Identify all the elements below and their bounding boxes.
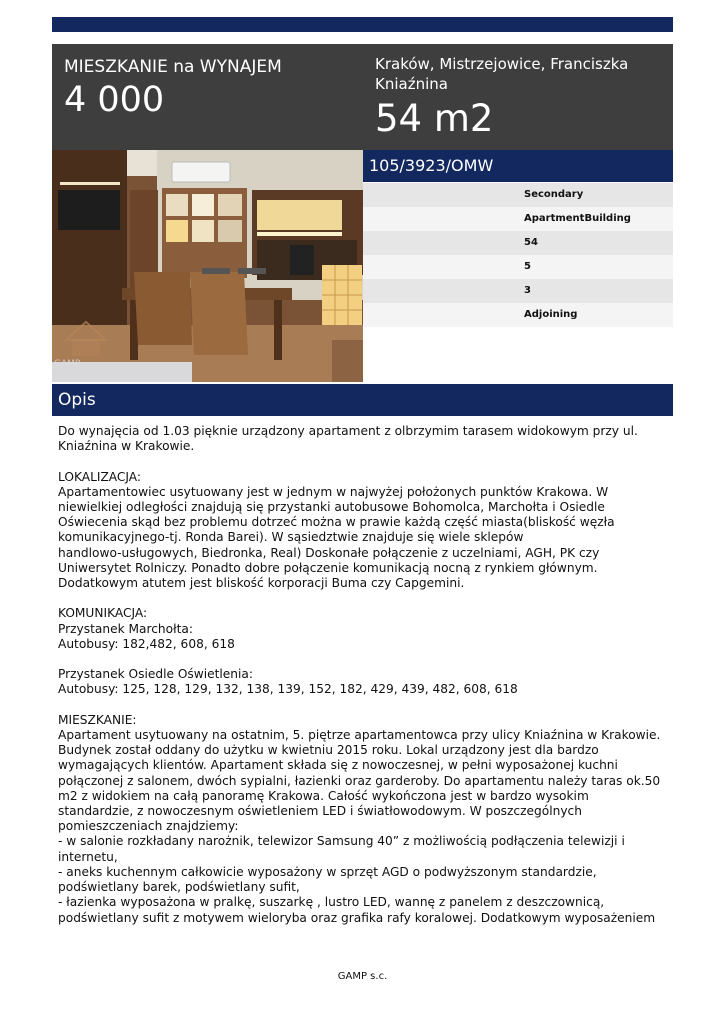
header-left — [64, 56, 282, 120]
description-heading: Opis — [52, 384, 673, 416]
photo-watermark: GAMP — [54, 359, 81, 369]
area: 54 m2 — [375, 97, 494, 140]
description-text: Do wynajęcia od 1.03 pięknie urządzony apartament z olbrzymim tarasem widokowym przy ul. Kniaźnina w Krakowie. LOKALIZACJA: Apartamentowiec usytuowany jest w jednym w najwyżej położonych punktów Krakowa. W niewielkiej odległości znajdują się przystanki autobusowe Bohomolca, Marchołta i Osiedle Oświecenia skąd bez problemu dotrzeć można w prawie każdą część miasta(bliskość węzła komunikacyjnego-tj. Ronda Barei). W sąsiedztwie znajduje się wiele sklepów handlowo-usługowych, Biedronka, Real) Doskonałe połączenie z uczelniami, AGH, PK czy Uniwersytet Rolniczy. Ponadto dobre połączenie komunikacją nocną z rynkiem głównym. Dodatkowym atutem jest bliskość korporacji Buma czy Capgemini. KOMUNIKACJA: Przystanek Marchołta: Autobusy: 182,482, 608, 618 Przystanek Osiedle Oświetlenia: Autobusy: 125, 128, 129, 132, 138, 139, 152, 182, 429, 439, 482, 608, 618 MIESZKANIE: Apartament usytuowany na ostatnim, 5. piętrze apartamentowca przy ulicy Kniaźnina w Krakowie. Budynek został oddany do użytku w kwietniu 2015 roku. Lokal urządzony jest dla bardzo wymagających klientów. Apartament składa się z nowoczesnej, w pełni wyposażonej kuchni połączonej z salonem, dwóch sypialni, łazienki oraz garderoby. Do apartamentu należy taras ok.50 m2 z widokiem na całą panoramę Krakowa. Całość wykończona jest w bardzo wysokim standardzie, z nowoczesnym oświetleniem LED i światłowodowym. W poszczególnych pomieszczeniach znajdziemy: - w salonie rozkładany narożnik, telewizor Samsung 40” z możliwością podłączenia telewizji i internetu, - aneks kuchennym całkowicie wyposażony w sprzęt AGD o podwyższonym standardzie, podświetlany barek, podświetlany sufit, - łazienka wyposażona w pralkę, suszarkę , lustro LED, wannę z panelem z deszczownicą, podświetlany sufit z motywem wieloryba oraz grafika rafy koralowej. Dodatkowym wyposażeniem — [58, 424, 661, 925]
param-row: 5 — [363, 255, 673, 279]
param-row: ApartmentBuilding — [363, 207, 673, 231]
offer-type: MIESZKANIE na WYNAJEM — [64, 57, 282, 77]
param-row: 3 — [363, 279, 673, 303]
param-row: Secondary — [363, 183, 673, 207]
address: Kraków, Mistrzejowice, Franciszka Kniaźnina — [375, 55, 629, 93]
top-accent-bar — [52, 17, 673, 32]
listing-header — [52, 44, 673, 150]
reference-number: 105/3923/OMW — [363, 150, 673, 182]
footer-company: GAMP s.c. — [337, 971, 388, 982]
param-row: Adjoining — [363, 303, 673, 327]
param-row: 54 — [363, 231, 673, 255]
apartment-photo — [52, 150, 363, 382]
header-right — [375, 54, 665, 140]
parameters-table — [363, 183, 673, 327]
price: 4 000 — [64, 80, 165, 120]
